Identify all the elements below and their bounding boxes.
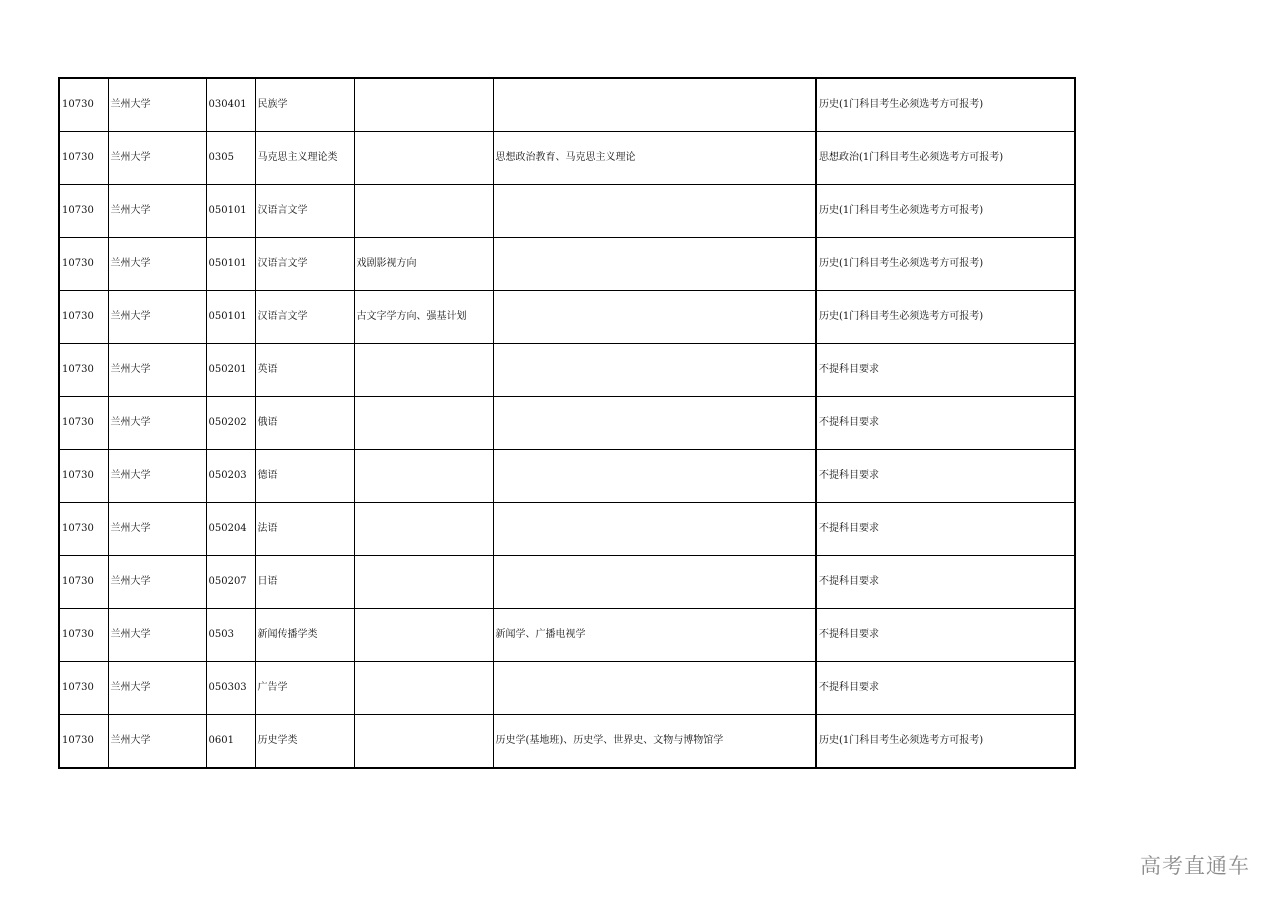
school-code-cell: 10730 bbox=[59, 450, 108, 503]
major-code-cell: 0305 bbox=[206, 132, 255, 185]
included-majors-cell bbox=[493, 503, 816, 556]
included-majors-cell bbox=[493, 185, 816, 238]
subject-requirement-cell: 不提科目要求 bbox=[816, 556, 1075, 609]
direction-cell bbox=[354, 503, 493, 556]
school-name-cell: 兰州大学 bbox=[108, 609, 206, 662]
major-code-cell: 050203 bbox=[206, 450, 255, 503]
school-code-cell: 10730 bbox=[59, 132, 108, 185]
school-code-cell: 10730 bbox=[59, 662, 108, 715]
school-name-cell: 兰州大学 bbox=[108, 715, 206, 769]
direction-cell: 古文字学方向、强基计划 bbox=[354, 291, 493, 344]
direction-cell: 戏剧影视方向 bbox=[354, 238, 493, 291]
table-body bbox=[59, 78, 1075, 768]
included-majors-cell: 历史学(基地班)、历史学、世界史、文物与博物馆学 bbox=[493, 715, 816, 769]
school-name-cell: 兰州大学 bbox=[108, 291, 206, 344]
major-code-cell: 050303 bbox=[206, 662, 255, 715]
school-code-cell: 10730 bbox=[59, 503, 108, 556]
direction-cell bbox=[354, 715, 493, 769]
major-code-cell: 050204 bbox=[206, 503, 255, 556]
subject-requirement-cell: 不提科目要求 bbox=[816, 450, 1075, 503]
school-name-cell: 兰州大学 bbox=[108, 556, 206, 609]
direction-cell bbox=[354, 556, 493, 609]
school-name-cell: 兰州大学 bbox=[108, 344, 206, 397]
subject-requirement-cell: 历史(1门科目考生必须选考方可报考) bbox=[816, 238, 1075, 291]
direction-cell bbox=[354, 344, 493, 397]
subject-requirement-cell: 历史(1门科目考生必须选考方可报考) bbox=[816, 715, 1075, 769]
school-name-cell: 兰州大学 bbox=[108, 132, 206, 185]
table-row bbox=[59, 397, 1075, 450]
direction-cell bbox=[354, 609, 493, 662]
subject-requirement-cell: 不提科目要求 bbox=[816, 503, 1075, 556]
subject-requirement-cell: 不提科目要求 bbox=[816, 662, 1075, 715]
school-code-cell: 10730 bbox=[59, 715, 108, 769]
included-majors-cell: 新闻学、广播电视学 bbox=[493, 609, 816, 662]
major-name-cell: 日语 bbox=[255, 556, 354, 609]
school-code-cell: 10730 bbox=[59, 556, 108, 609]
direction-cell bbox=[354, 397, 493, 450]
school-name-cell: 兰州大学 bbox=[108, 450, 206, 503]
school-code-cell: 10730 bbox=[59, 238, 108, 291]
direction-cell bbox=[354, 662, 493, 715]
major-name-cell: 英语 bbox=[255, 344, 354, 397]
subject-requirement-cell: 历史(1门科目考生必须选考方可报考) bbox=[816, 185, 1075, 238]
major-code-cell: 050101 bbox=[206, 185, 255, 238]
major-code-cell: 050201 bbox=[206, 344, 255, 397]
major-code-cell: 050101 bbox=[206, 238, 255, 291]
major-name-cell: 德语 bbox=[255, 450, 354, 503]
subject-requirements-table bbox=[58, 77, 1076, 769]
major-name-cell: 汉语言文学 bbox=[255, 291, 354, 344]
table-row bbox=[59, 185, 1075, 238]
major-name-cell: 法语 bbox=[255, 503, 354, 556]
school-name-cell: 兰州大学 bbox=[108, 662, 206, 715]
subject-requirement-cell: 历史(1门科目考生必须选考方可报考) bbox=[816, 291, 1075, 344]
school-name-cell: 兰州大学 bbox=[108, 503, 206, 556]
table-row bbox=[59, 556, 1075, 609]
major-name-cell: 民族学 bbox=[255, 78, 354, 132]
included-majors-cell bbox=[493, 78, 816, 132]
table-row bbox=[59, 503, 1075, 556]
table-row bbox=[59, 609, 1075, 662]
included-majors-cell bbox=[493, 450, 816, 503]
subject-requirement-cell: 不提科目要求 bbox=[816, 397, 1075, 450]
table-row bbox=[59, 291, 1075, 344]
table-row bbox=[59, 450, 1075, 503]
school-code-cell: 10730 bbox=[59, 397, 108, 450]
included-majors-cell bbox=[493, 662, 816, 715]
direction-cell bbox=[354, 185, 493, 238]
included-majors-cell bbox=[493, 291, 816, 344]
direction-cell bbox=[354, 78, 493, 132]
major-name-cell: 汉语言文学 bbox=[255, 238, 354, 291]
subject-requirement-cell: 思想政治(1门科目考生必须选考方可报考) bbox=[816, 132, 1075, 185]
major-name-cell: 历史学类 bbox=[255, 715, 354, 769]
major-code-cell: 050207 bbox=[206, 556, 255, 609]
subject-requirement-cell: 不提科目要求 bbox=[816, 344, 1075, 397]
included-majors-cell bbox=[493, 397, 816, 450]
school-name-cell: 兰州大学 bbox=[108, 397, 206, 450]
school-code-cell: 10730 bbox=[59, 609, 108, 662]
included-majors-cell bbox=[493, 238, 816, 291]
included-majors-cell bbox=[493, 556, 816, 609]
watermark-logo-text: 高考直通车 bbox=[1140, 854, 1250, 878]
table-row bbox=[59, 662, 1075, 715]
school-code-cell: 10730 bbox=[59, 344, 108, 397]
major-name-cell: 广告学 bbox=[255, 662, 354, 715]
table-row bbox=[59, 78, 1075, 132]
major-name-cell: 马克思主义理论类 bbox=[255, 132, 354, 185]
school-code-cell: 10730 bbox=[59, 78, 108, 132]
included-majors-cell: 思想政治教育、马克思主义理论 bbox=[493, 132, 816, 185]
table-row bbox=[59, 715, 1075, 769]
school-code-cell: 10730 bbox=[59, 185, 108, 238]
subject-requirement-cell: 不提科目要求 bbox=[816, 609, 1075, 662]
school-name-cell: 兰州大学 bbox=[108, 185, 206, 238]
major-code-cell: 030401 bbox=[206, 78, 255, 132]
major-code-cell: 050202 bbox=[206, 397, 255, 450]
major-code-cell: 0503 bbox=[206, 609, 255, 662]
included-majors-cell bbox=[493, 344, 816, 397]
direction-cell bbox=[354, 132, 493, 185]
table-row bbox=[59, 132, 1075, 185]
major-name-cell: 汉语言文学 bbox=[255, 185, 354, 238]
major-name-cell: 新闻传播学类 bbox=[255, 609, 354, 662]
major-code-cell: 0601 bbox=[206, 715, 255, 769]
table-row bbox=[59, 344, 1075, 397]
school-code-cell: 10730 bbox=[59, 291, 108, 344]
direction-cell bbox=[354, 450, 493, 503]
major-code-cell: 050101 bbox=[206, 291, 255, 344]
school-name-cell: 兰州大学 bbox=[108, 78, 206, 132]
major-name-cell: 俄语 bbox=[255, 397, 354, 450]
subject-requirement-cell: 历史(1门科目考生必须选考方可报考) bbox=[816, 78, 1075, 132]
school-name-cell: 兰州大学 bbox=[108, 238, 206, 291]
table-row bbox=[59, 238, 1075, 291]
